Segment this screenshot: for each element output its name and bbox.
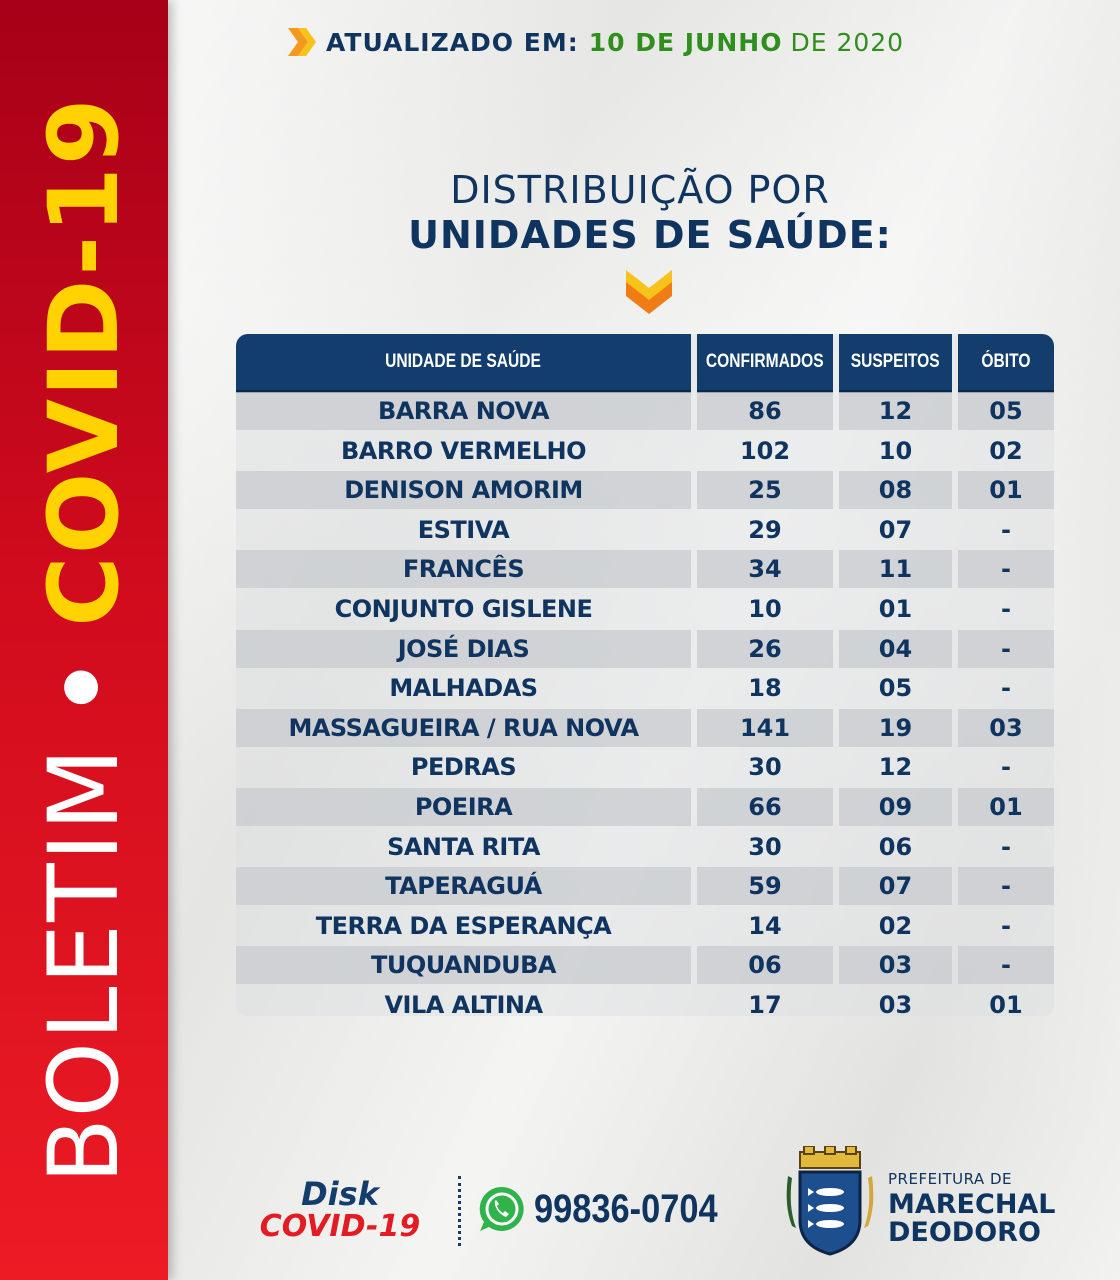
unit-cell: BARRO VERMELHO <box>340 436 587 465</box>
deaths-cell: 01 <box>989 991 1023 1019</box>
confirmed-cell: 10 <box>748 595 782 623</box>
unit-cell: CONJUNTO GISLENE <box>334 595 593 623</box>
deaths-cell: - <box>1001 911 1011 940</box>
unit-cell: VILA ALTINA <box>384 991 543 1019</box>
unit-cell: PEDRAS <box>410 753 517 782</box>
suspected-cell: 11 <box>839 550 952 588</box>
chevron-down-icon <box>626 268 672 314</box>
header-suspected-label: SUSPEITOS <box>851 351 940 372</box>
deaths-cell: - <box>1001 595 1011 623</box>
suspected-cell: 02 <box>878 911 913 940</box>
table-row <box>236 550 1054 588</box>
updated-label: ATUALIZADO EM: <box>326 27 579 57</box>
confirmed-cell: 59 <box>697 867 833 905</box>
table-row <box>236 828 1054 866</box>
deaths-cell: - <box>1001 515 1011 544</box>
sidebar-title <box>28 96 140 1184</box>
table-row <box>236 788 1054 826</box>
unit-cell: TUQUANDUBA <box>236 946 691 984</box>
confirmed-cell: 26 <box>697 630 833 668</box>
prefeitura-logo-text <box>888 1172 1056 1246</box>
suspected-cell: 06 <box>878 832 913 861</box>
confirmed-cell: 14 <box>748 911 782 940</box>
confirmed-cell: 141 <box>697 709 833 747</box>
header-deaths-label: ÓBITO <box>981 351 1031 372</box>
deaths-cell: 03 <box>958 709 1054 747</box>
suspected-cell: 07 <box>878 515 913 544</box>
confirmed-cell: 86 <box>697 392 833 430</box>
updated-year: DE 2020 <box>790 27 905 57</box>
table-row <box>236 709 1054 747</box>
table-row <box>236 471 1054 509</box>
unit-cell: ESTIVA <box>417 515 510 544</box>
disk-covid-word: COVID-19 <box>259 1209 421 1244</box>
deaths-cell: - <box>958 946 1054 984</box>
table-row <box>236 867 1054 905</box>
confirmed-cell: 17 <box>748 991 782 1019</box>
table-row <box>236 432 1054 470</box>
prefeitura-name-2: DEODORO <box>888 1217 1041 1248</box>
header-unit <box>236 334 691 393</box>
suspected-cell: 04 <box>839 630 952 668</box>
deaths-cell: - <box>958 867 1054 905</box>
prefeitura-name-1: MARECHAL <box>888 1189 1056 1220</box>
table-row <box>236 511 1054 549</box>
sidebar-covid-text: COVID-19 <box>28 96 140 627</box>
unit-cell: JOSÉ DIAS <box>236 630 691 668</box>
disk-covid-logo <box>240 1175 440 1244</box>
phone-text: 99836-0704 <box>534 1186 718 1231</box>
footer-divider <box>458 1176 461 1246</box>
deaths-cell: - <box>1001 832 1011 861</box>
unit-cell: DENISON AMORIM <box>236 471 691 509</box>
unit-cell: SANTA RITA <box>387 832 540 861</box>
deaths-cell: 01 <box>958 471 1054 509</box>
unit-cell: TERRA DA ESPERANÇA <box>315 911 612 940</box>
prefeitura-top: PREFEITURA DE <box>888 1170 1012 1188</box>
suspected-cell: 08 <box>839 471 952 509</box>
updated-line <box>288 24 904 60</box>
header-unit-label: UNIDADE DE SAÚDE <box>385 351 542 372</box>
confirmed-cell: 06 <box>697 946 833 984</box>
unit-cell: MALHADAS <box>389 674 538 703</box>
suspected-cell: 03 <box>878 991 913 1019</box>
updated-date: 10 DE JUNHO <box>588 27 783 57</box>
deaths-cell: 01 <box>958 788 1054 826</box>
health-units-table <box>236 334 1054 1019</box>
page-title-line1: DISTRIBUIÇÃO POR <box>450 168 830 212</box>
confirmed-cell: 30 <box>748 753 782 782</box>
sidebar-boletim-text: BOLETIM <box>28 746 140 1184</box>
unit-cell: FRANCÊS <box>236 550 691 588</box>
confirmed-cell: 18 <box>748 674 782 703</box>
header-deaths <box>958 334 1054 393</box>
disk-word: Disk <box>301 1175 379 1213</box>
sidebar-dot: • <box>28 654 140 719</box>
suspected-cell: 19 <box>839 709 952 747</box>
deaths-cell: - <box>1001 674 1011 703</box>
table-row <box>236 590 1054 628</box>
suspected-cell: 12 <box>839 392 952 430</box>
confirmed-cell: 25 <box>697 471 833 509</box>
header-confirmed <box>697 334 833 393</box>
suspected-cell: 01 <box>878 595 913 623</box>
table-row <box>236 986 1054 1024</box>
deaths-cell: 02 <box>989 436 1023 465</box>
confirmed-cell: 29 <box>748 515 782 544</box>
phone-number <box>534 1186 748 1232</box>
table-row <box>236 907 1054 945</box>
whatsapp-icon <box>477 1184 527 1234</box>
deaths-cell: - <box>958 550 1054 588</box>
sidebar-banner <box>0 0 168 1280</box>
confirmed-cell: 66 <box>697 788 833 826</box>
table-row <box>236 748 1054 786</box>
deaths-cell: 05 <box>958 392 1054 430</box>
unit-cell: POEIRA <box>236 788 691 826</box>
suspected-cell: 07 <box>839 867 952 905</box>
header-confirmed-label: CONFIRMADOS <box>706 351 824 372</box>
suspected-cell: 09 <box>839 788 952 826</box>
header-suspected <box>839 334 952 393</box>
unit-cell: TAPERAGUÁ <box>236 867 691 905</box>
confirmed-cell: 30 <box>748 832 782 861</box>
suspected-cell: 10 <box>878 436 913 465</box>
suspected-cell: 05 <box>878 674 913 703</box>
confirmed-cell: 102 <box>739 436 791 465</box>
city-crest-icon <box>778 1146 882 1258</box>
unit-cell: BARRA NOVA <box>236 392 691 430</box>
table-row <box>236 946 1054 984</box>
table-row <box>236 392 1054 430</box>
table-row <box>236 630 1054 668</box>
unit-cell: MASSAGUEIRA / RUA NOVA <box>236 709 691 747</box>
suspected-cell: 03 <box>839 946 952 984</box>
deaths-cell: - <box>958 630 1054 668</box>
deaths-cell: - <box>1001 753 1011 782</box>
page-title-line2: UNIDADES DE SAÚDE: <box>408 213 892 257</box>
suspected-cell: 12 <box>878 753 913 782</box>
double-chevron-right-icon <box>288 28 318 56</box>
table-row <box>236 669 1054 707</box>
confirmed-cell: 34 <box>697 550 833 588</box>
